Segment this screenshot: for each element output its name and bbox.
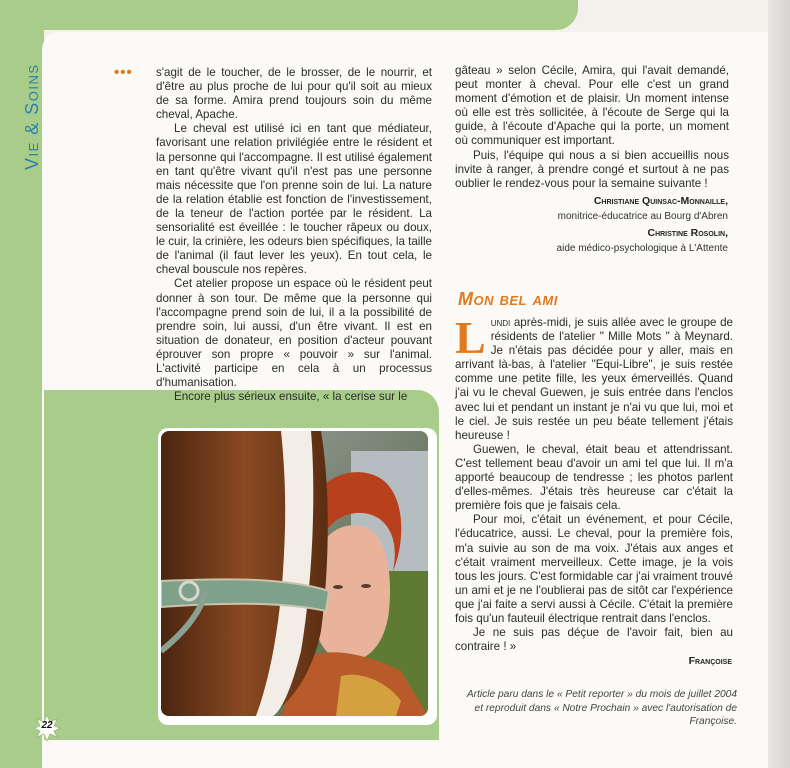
bullet-ornament: ••• <box>114 64 133 81</box>
paragraph: Encore plus sérieux ensuite, « la cerise sur le <box>174 390 408 404</box>
top-green-band <box>0 0 578 30</box>
paragraph: Je ne suis pas déçue de l'avoir fait, bien au contraire ! » <box>455 626 733 654</box>
paragraph: Puis, l'équipe qui nous a si bien accueillis nous invite à ranger, à prendre congé et surtout à ne pas oublier le rendez-vous pour la semaine suivante ! <box>455 148 729 190</box>
column-1 <box>156 66 432 404</box>
lead-word: undi <box>490 316 511 329</box>
paragraph-text: après-midi, je suis allée avec le groupe de résidents de l'atelier " Mille Mots " à Meynard. Je n'étais pas décidée pour y aller, mais en arrivant là-bas, à l'atelier "Equi-Libre", je suis restée comme une petite fille, les yeux émerveillés. Quand j'ai vu le cheval Guewen, je suis entrée dans l'enclos avec lui et pendant un instant je n'ai vu que lui, moi et le ciel. Je suis restée un peu béate tellement j'étais heureuse ! <box>455 316 733 442</box>
paragraph: Cet atelier propose un espace où le résident peut donner à son tour. De même que la personne qui l'accompagne prend soin de lui, il a la possibilité de prendre soin, lui aussi, d'un être vivant. Il est en situation de donateur, en position d'acteur pouvant éprouver son propre « pouvoir » sur l'animal. L'activité participe en cela à un processus d'humanisation. <box>156 277 432 390</box>
photo <box>158 428 437 725</box>
page-number-badge <box>33 714 61 742</box>
section-label-text: Vie & Soins <box>22 63 42 170</box>
paragraph: s'agit de le toucher, de le brosser, de le nourrir, et d'être au plus proche de lui pour qu'il soit au mieux de sa forme. Amira prend toujours soin du même cheval, Apache. <box>156 66 432 122</box>
signature-role: aide médico-psychologique à L'Attente <box>556 243 728 254</box>
paragraph: gâteau » selon Cécile, Amira, qui l'avait demandé, peut monter à cheval. Pour elle c'est un grand moment d'émotion et de plaisir. Un moment intense où elle est très sollicitée, à l'écoute de Serge qui la guide, à l'écoute d'Apache qui la porte, un moment où communiquer est important. <box>455 64 729 148</box>
page-gutter <box>768 0 790 768</box>
signatures <box>455 193 728 257</box>
paragraph: Le cheval est utilisé ici en tant que médiateur, favorisant une relation privilégiée entre le résident et la personne qui l'accompagne. Il est utilisé également en tant qu'être vivant qu'il n'est pas une personne mais nécessite que l'on prenne soin de lui. La nature de la relation établie est fonction de l'investissement, de la teneur de l'action portée par le résident. La sensorialité est éveillée : le toucher râpeux ou doux, le cuir, la crinière, les odeurs bien spécifiques, la taille de l'animal (il faut lever les yeux). En tout cela, le cheval bouscule nos repères. <box>156 122 432 277</box>
section-label <box>2 40 42 170</box>
column-2 <box>455 64 729 191</box>
drop-cap: L <box>455 312 486 363</box>
footnote: Article paru dans le « Petit reporter » du mois de juillet 2004 et reproduit dans « Notre Prochain » avec l'autorisation de Françoise. <box>466 689 737 728</box>
page-number: 22 <box>41 720 53 731</box>
signature-name: Christine Rosolin, <box>647 227 728 239</box>
signature-name: Christiane Quinsac-Monnaille, <box>593 195 728 207</box>
photo-woman-horse <box>161 431 428 716</box>
article-title: Mon bel ami <box>458 289 558 309</box>
author-signature: Françoise <box>688 655 732 667</box>
paragraph: Pour moi, c'était un événement, et pour Cécile, l'éducatrice, aussi. Le cheval, pour la première fois, m'a suivie au son de ma voix. J'étais aux anges et c'était vraiment merveilleux. Cette image, je la vois tous les jours. C'est formidable car j'ai vraiment trouvé un ami et je ne l'oublierai pas de sitôt car l'expérience que j'ai faite a servi aussi à Cécile. C'était la première fois qu'un fauteuil électrique rentrait dans l'enclos. <box>455 513 733 625</box>
paragraph <box>455 312 733 443</box>
column-3 <box>455 312 733 654</box>
signature-role: monitrice-éducatrice au Bourg d'Abren <box>557 211 728 222</box>
paragraph: Guewen, le cheval, était beau et attendrissant. C'est tellement beau d'avoir un ami tel que lui. Il m'a apporté beaucoup de tendresse ; les photos parlent d'elles-mêmes. J'étais très heureuse car c'était la première fois que je faisais cela. <box>455 442 733 513</box>
